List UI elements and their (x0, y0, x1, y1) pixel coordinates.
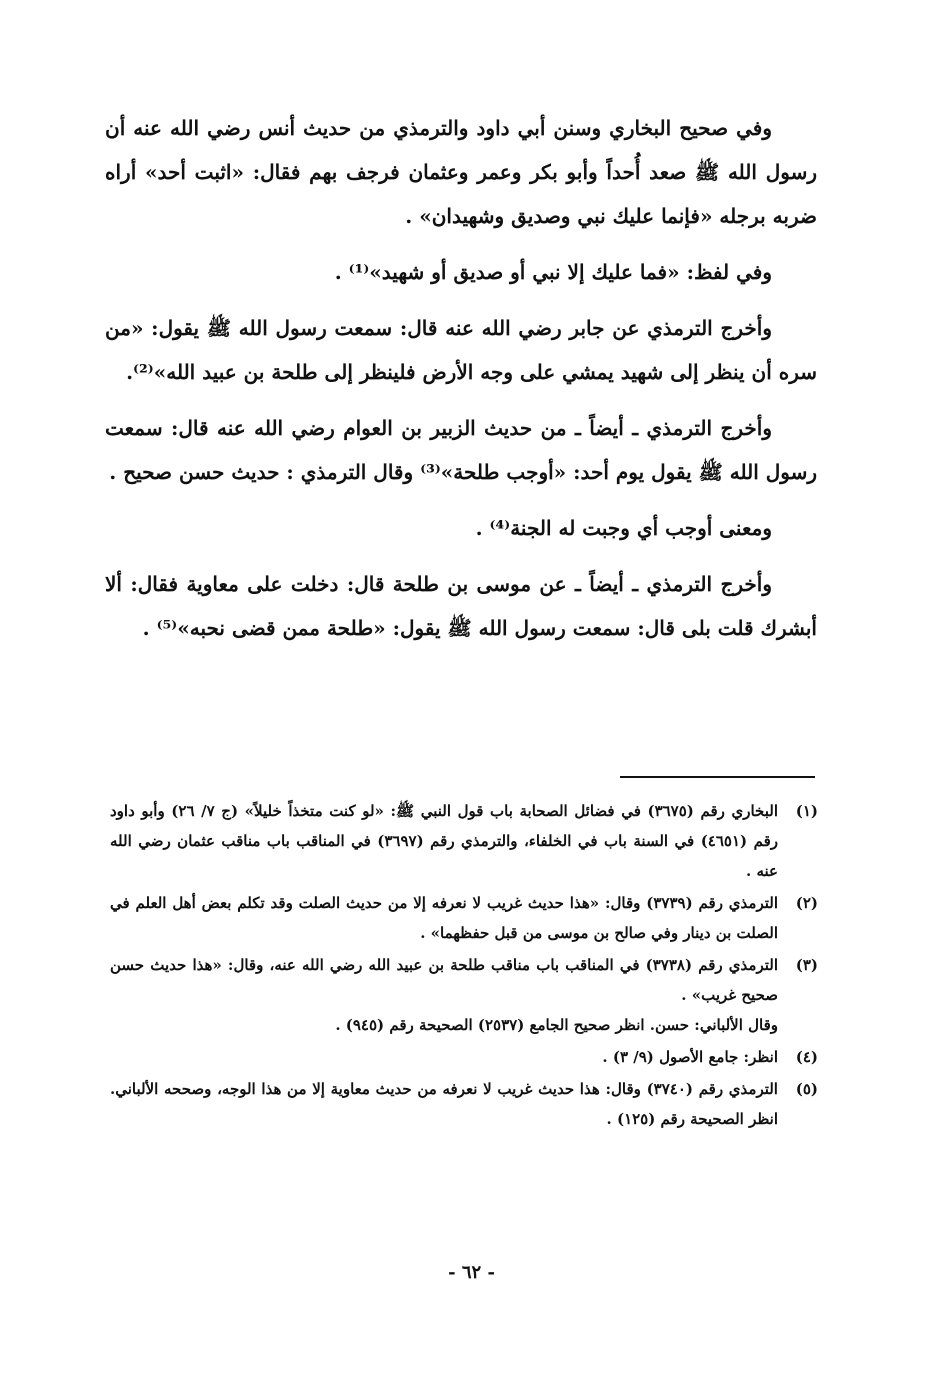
footnote-5 (110, 1074, 818, 1134)
paragraph-6: وأخرج الترمذي ـ أيضاً ـ عن موسى بن طلحة قال: دخلت على معاوية فقال: ألا أبشرك قلت بلى قال: سمعت رسول الله ﷺ يقول: «طلحة ممن قضى نحبه»⁽⁵⁾ . (105, 572, 817, 640)
paragraph-3: وأخرج الترمذي عن جابر رضي الله عنه قال: سمعت رسول الله ﷺ يقول: «من سره أن ينظر إلى شهيد يمشي على وجه الأرض فلينظر إلى طلحة بن عبيد الله»⁽²⁾. (105, 316, 817, 384)
footnote-text: الترمذي رقم (٣٧٣٩) وقال: «هذا حديث غريب لا نعرفه إلا من حديث الصلت وقد تكلم بعض أهل العلم في الصلت بن دينار وفي صالح بن موسى من قبل حفظهما» . (110, 894, 779, 942)
footnote-text: الترمذي رقم (٣٧٣٨) في المناقب باب مناقب طلحة بن عبيد الله رضي الله عنه، وقال: «هذا حديث حسن صحيح غريب» . (110, 956, 778, 1004)
footnote-4 (110, 1042, 818, 1072)
footnote-number: (٣) (795, 956, 818, 974)
paragraph-5: ومعنى أوجب أي وجبت له الجنة⁽⁴⁾ . (475, 516, 772, 540)
paragraph-2: وفي لفظ: «فما عليك إلا نبي أو صديق أو شهيد»⁽¹⁾ . (334, 260, 772, 284)
footnote-number: (٥) (795, 1080, 818, 1098)
footnote-text-group (110, 950, 778, 1040)
footnote-text: الترمذي رقم (٣٧٤٠) وقال: هذا حديث غريب لا نعرفه من حديث معاوية إلا من هذا الوجه، وصححه الألباني. انظر الصحيحة رقم (١٢٥) . (110, 1080, 778, 1128)
footnote-3 (110, 950, 818, 1040)
footnote-separator (620, 776, 815, 778)
footnote-2 (110, 888, 818, 948)
paragraph-1: وفي صحيح البخاري وسنن أبي داود والترمذي من حديث أنس رضي الله عنه أن رسول الله ﷺ صعد أُحداً وأبو بكر وعمر وعثمان فرجف بهم فقال: «اثبت أحد» أراه ضربه برجله «فإنما عليك نبي وصديق وشهيدان» . (105, 116, 817, 228)
footnote-number: (٤) (795, 1048, 818, 1066)
footnote-number: (١) (795, 802, 818, 820)
footnote-text: انظر: جامع الأصول (٩/ ٣) . (602, 1048, 778, 1066)
footnote-text: البخاري رقم (٣٦٧٥) في فضائل الصحابة باب قول النبي ﷺ: «لو كنت متخذاً خليلاً» (ج ٧/ ٢٦) وأبو داود رقم (٤٦٥١) في السنة باب في الخلفاء، والترمذي رقم (٣٦٩٧) في المناقب باب مناقب عثمان رضي الله عنه . (110, 802, 779, 880)
main-text (105, 106, 817, 662)
footnotes (110, 796, 818, 1136)
footnote-1 (110, 796, 818, 886)
paragraph-4: وأخرج الترمذي ـ أيضاً ـ من حديث الزبير بن العوام رضي الله عنه قال: سمعت رسول الله ﷺ يقول يوم أحد: «أوجب طلحة»⁽³⁾ وقال الترمذي : حديث حسن صحيح . (105, 416, 817, 484)
page-number: - ٦٢ - (448, 1262, 495, 1283)
footnote-text-extra: وقال الألباني: حسن. انظر صحيح الجامع (٢٥٣٧) الصحيحة رقم (٩٤٥) . (335, 1016, 778, 1034)
footnote-number: (٢) (795, 894, 818, 912)
